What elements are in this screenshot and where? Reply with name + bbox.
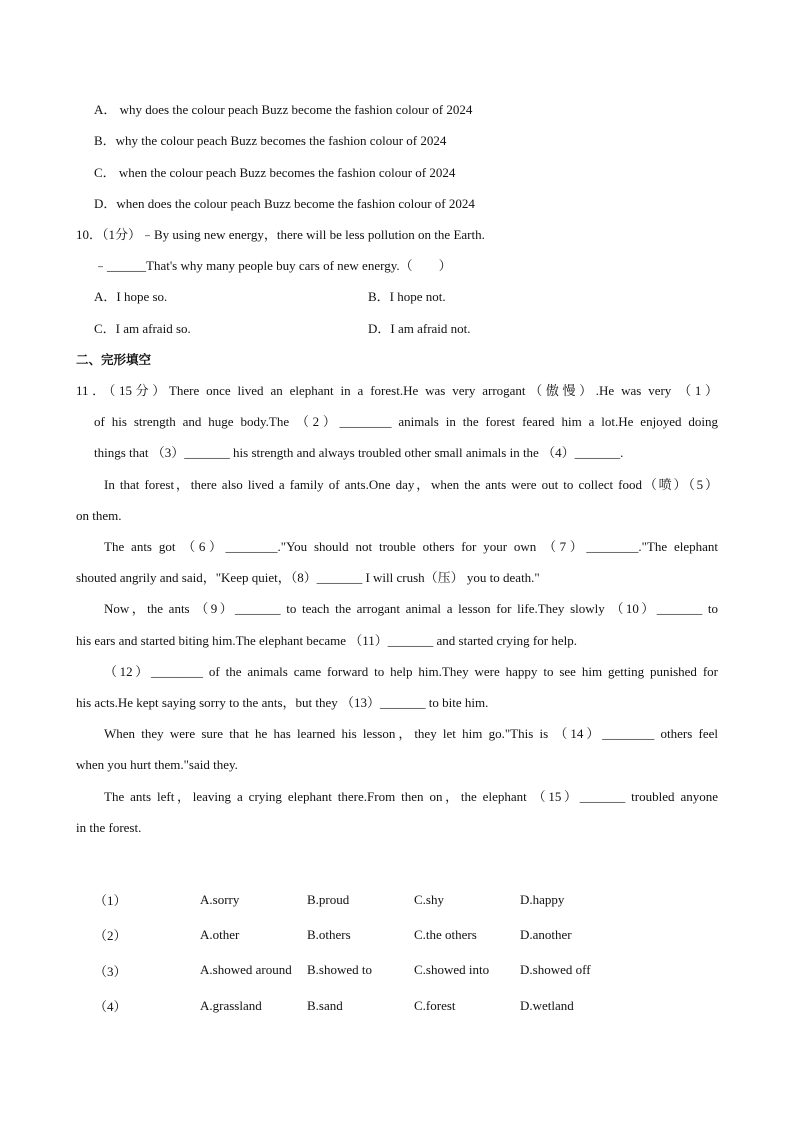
choice-number: （3）: [94, 963, 127, 979]
choice-number: （4）: [94, 999, 127, 1015]
choice-row: [94, 988, 620, 1023]
passage-line: in the forest.: [76, 820, 142, 835]
choice-b: B.sand: [307, 997, 343, 1013]
passage-line: In that forest，there also lived a family of ants.One day，when the ants were out to collect food（喷）（5）: [104, 477, 718, 492]
passage-line: shouted angrily and said，"Keep quiet，（8）_______ I will crush（压） you to death.": [76, 570, 540, 585]
passage-line: Now，the ants （9）_______ to teach the arrogant animal a lesson for life.They slowly （10）_______ to: [104, 601, 718, 616]
passage-line: his acts.He kept saying sorry to the ants，but they （13）_______ to bite him.: [76, 695, 489, 710]
q9-option-d: D．when does the colour peach Buzz become the fashion colour of 2024: [94, 196, 475, 211]
passage-line: on them.: [76, 508, 122, 523]
choice-a: A.grassland: [200, 997, 262, 1013]
passage-line: The ants left，leaving a crying elephant there.From then on，the elephant （15）_______ troubled anyone: [104, 789, 718, 804]
q10-stem: 10．（1分）﹣By using new energy，there will be less pollution on the Earth.: [76, 227, 485, 242]
choices-table: [94, 882, 620, 1023]
q10-option-b: B．I hope not.: [368, 289, 446, 304]
q9-option-c: C． when the colour peach Buzz becomes the fashion colour of 2024: [94, 165, 456, 180]
q10-option-c: C．I am afraid so.: [94, 321, 191, 336]
passage-line: 11．（15分）There once lived an elephant in a forest.He was very arrogant（傲慢）.He was very （1）: [76, 383, 718, 398]
choice-number: （2）: [94, 928, 127, 944]
choice-row: [94, 882, 620, 917]
passage-line: The ants got （6）________."You should not trouble others for your own （7）________."The elephant: [104, 539, 718, 554]
passage-line: his ears and started biting him.The elephant became （11）_______ and started crying for help.: [76, 633, 577, 648]
choice-row: [94, 953, 620, 988]
q9-option-b: B．why the colour peach Buzz becomes the fashion colour of 2024: [94, 133, 447, 148]
choice-d: D.another: [520, 926, 572, 942]
choice-c: C.the others: [414, 926, 477, 942]
choice-c: C.forest: [414, 997, 456, 1013]
choice-a: A.other: [200, 926, 240, 942]
choice-a: A.showed around: [200, 962, 292, 978]
choice-row: [94, 917, 620, 952]
choice-b: B.others: [307, 926, 351, 942]
passage-line: things that （3）_______ his strength and always troubled other small animals in the （4）_______.: [94, 445, 624, 460]
choice-d: D.showed off: [520, 962, 591, 978]
passage-line: When they were sure that he has learned his lesson，they let him go."This is （14）________ others feel: [104, 726, 718, 741]
q10-option-d: D．I am afraid not.: [368, 321, 471, 336]
choice-c: C.showed into: [414, 962, 490, 978]
choice-c: C.shy: [414, 891, 444, 907]
passage-line: when you hurt them."said they.: [76, 757, 238, 772]
passage-line: of his strength and huge body.The （2）________ animals in the forest feared him a lot.He enjoyed doing: [94, 414, 718, 429]
choice-b: B.showed to: [307, 962, 372, 978]
q10-reply: ﹣______That's why many people buy cars of new energy.（ ）: [94, 258, 452, 273]
choice-d: D.happy: [520, 891, 565, 907]
choice-d: D.wetland: [520, 997, 574, 1013]
passage-line: （12）________ of the animals came forward to help him.They were happy to see him getting punished for: [104, 664, 718, 679]
choice-number: （1）: [94, 893, 127, 909]
choice-b: B.proud: [307, 891, 350, 907]
q9-option-a: A． why does the colour peach Buzz become the fashion colour of 2024: [94, 102, 473, 117]
choice-a: A.sorry: [200, 891, 240, 907]
q10-option-a: A．I hope so.: [94, 289, 168, 304]
section-title-cloze: 二、完形填空: [76, 352, 152, 367]
